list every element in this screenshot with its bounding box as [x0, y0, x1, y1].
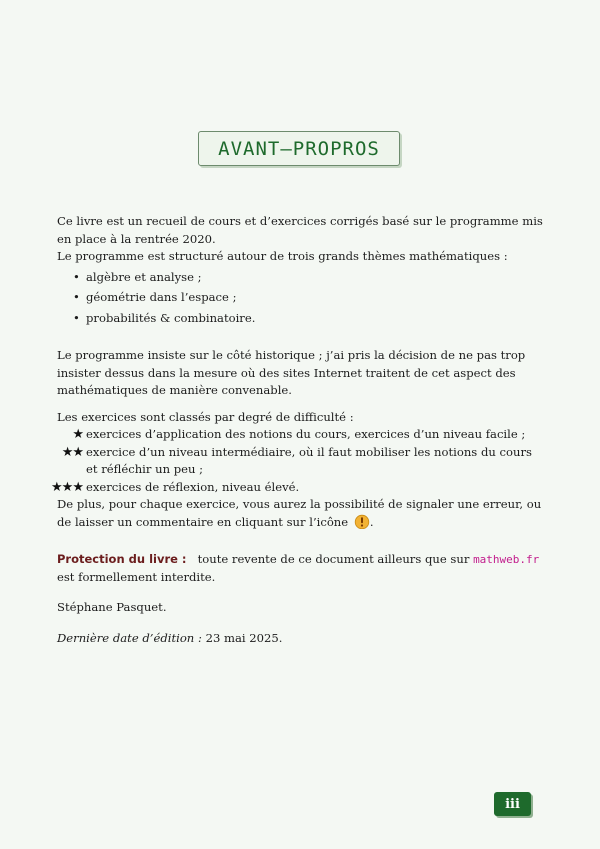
report-end: .: [369, 514, 374, 529]
protection-text-end: est formellement interdite.: [57, 569, 216, 584]
report-paragraph: [57, 496, 543, 534]
difficulty-level-text: exercices de réflexion, niveau élevé.: [86, 479, 300, 494]
site-link[interactable]: mathweb.fr: [473, 553, 540, 566]
protection-text: toute revente de ce document ailleurs que sur: [197, 552, 470, 566]
page-number-badge: [494, 792, 531, 816]
one-star-icon: ★: [72, 427, 83, 442]
history-paragraph: Le programme insiste sur le côté historique ; j’ai pris la décision de ne pas trop insister dessus dans la mesure où des sites Internet traitent de cet aspect des mathématiques de manière convenable.: [57, 348, 526, 397]
page-title-box: [198, 131, 400, 166]
intro-themes-lead: Le programme est structuré autour de trois grands thèmes mathématiques :: [57, 249, 508, 263]
author-signature: Stéphane Pasquet.: [57, 600, 167, 614]
edition-line: [57, 630, 543, 648]
warning-icon[interactable]: [354, 514, 370, 535]
difficulty-level-1: [57, 426, 543, 444]
page-title: AVANT–PROPROS: [218, 137, 380, 160]
protection-paragraph: [57, 551, 543, 586]
foreword-body: [51, 213, 543, 647]
edition-label: Dernière date d’édition :: [57, 630, 202, 645]
difficulty-level-3: [51, 479, 543, 497]
list-item: • algèbre et analyse ;: [57, 269, 543, 287]
themes-list: [57, 269, 543, 328]
difficulty-intro: Les exercices sont classés par degré de difficulté :: [57, 409, 354, 424]
report-text: De plus, pour chaque exercice, vous aurez la possibilité de signaler une erreur, ou de laisser un commentaire en cliquant sur l’icône: [57, 497, 542, 529]
list-item: • géométrie dans l’espace ;: [57, 289, 543, 307]
intro-paragraph: Ce livre est un recueil de cours et d’exercices corrigés basé sur le programme mis en place à la rentrée 2020.: [57, 214, 543, 246]
difficulty-level-text: exercices d’application des notions du cours, exercices d’un niveau facile ;: [86, 427, 526, 441]
two-stars-icon: ★★: [61, 444, 83, 460]
difficulty-level-text: exercice d’un niveau intermédiaire, où il faut mobiliser les notions du cours et réfléchir un peu ;: [86, 444, 532, 476]
edition-date: 23 mai 2025.: [205, 630, 283, 645]
page-number: iii: [505, 796, 520, 812]
list-item: • probabilités & combinatoire.: [57, 310, 543, 328]
protection-label: Protection du livre :: [57, 552, 187, 566]
three-stars-icon: ★★★: [51, 479, 83, 495]
difficulty-level-2: [57, 444, 543, 479]
